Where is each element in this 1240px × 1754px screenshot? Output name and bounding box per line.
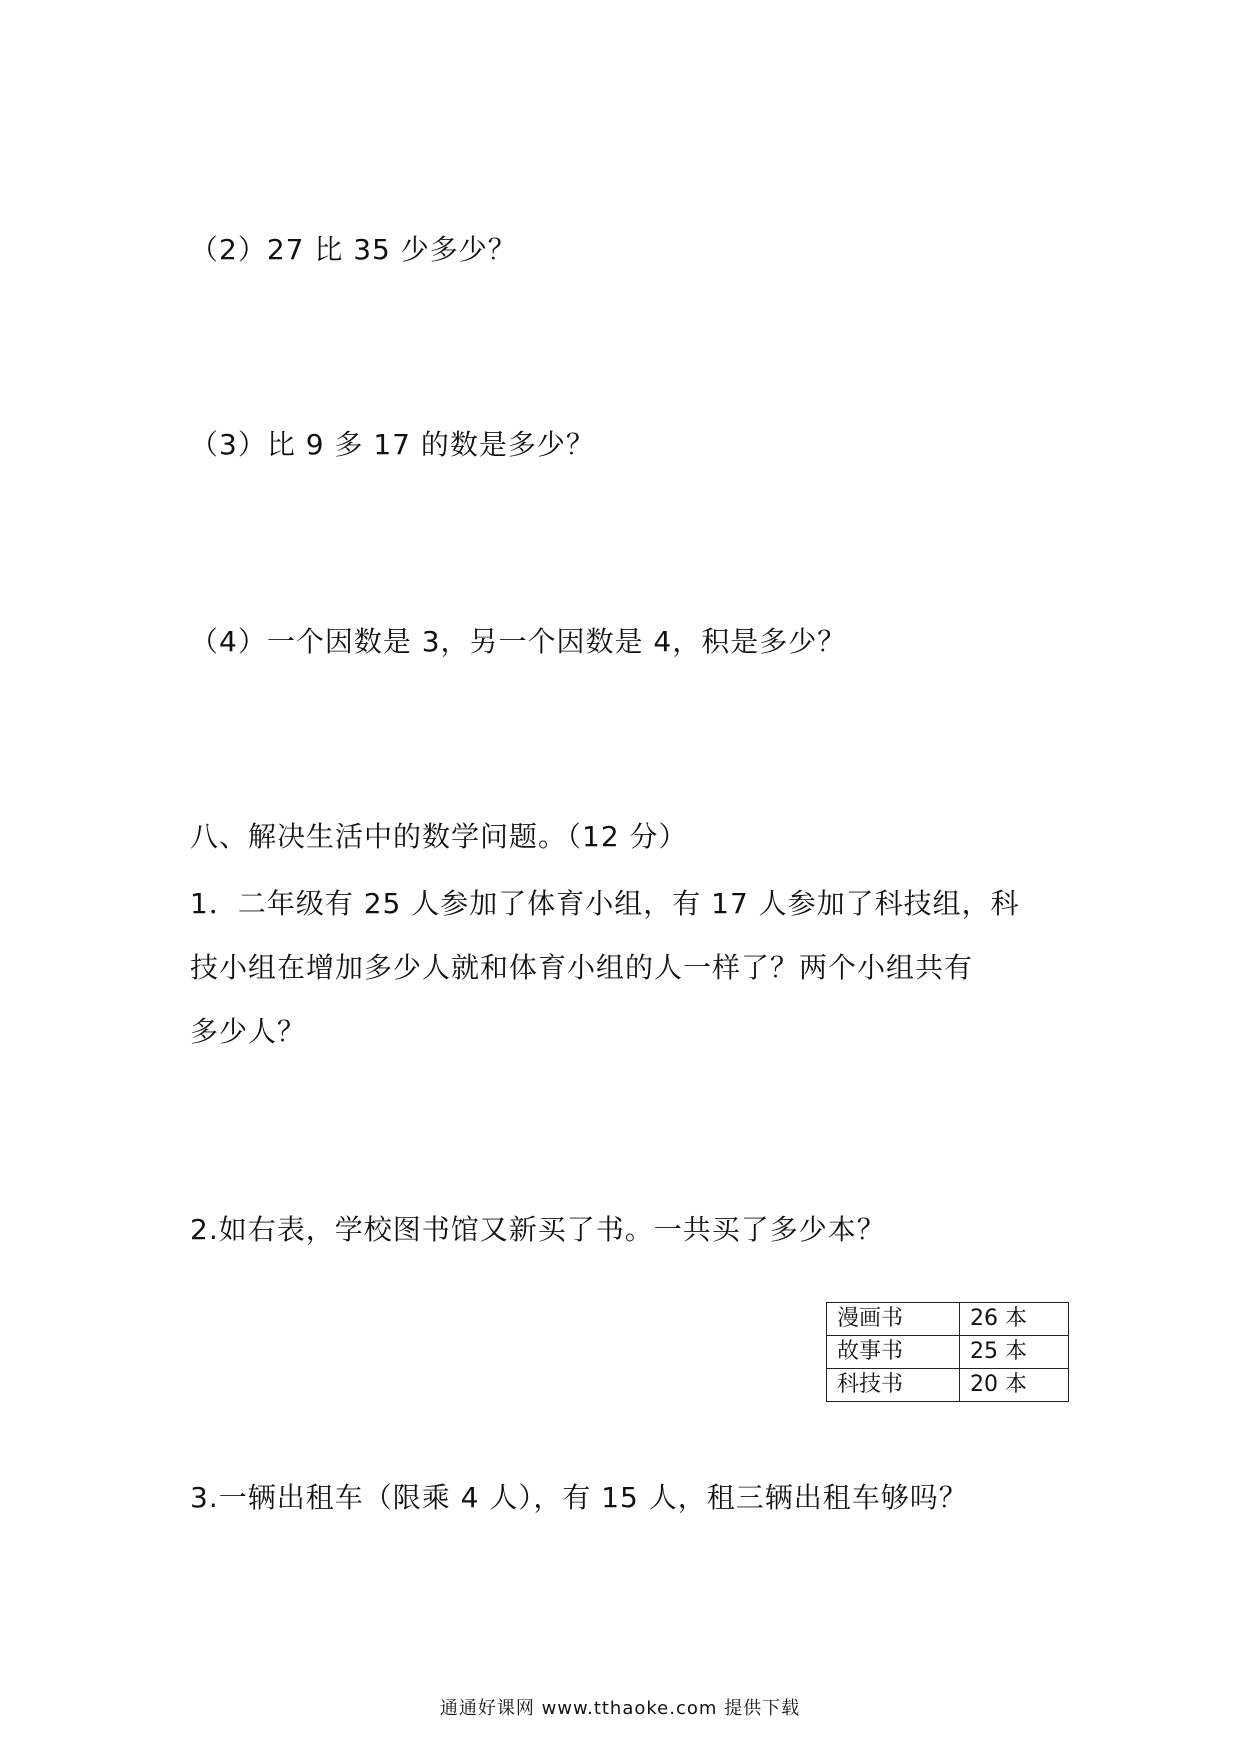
- section-8-heading: 八、解决生活中的数学问题。（12 分）: [190, 820, 688, 853]
- problem-1-line-1: 1．二年级有 25 人参加了体育小组，有 17 人参加了科技组，科: [190, 887, 1020, 920]
- book-type-cell: 科技书: [827, 1369, 960, 1402]
- table-row: [827, 1369, 1069, 1402]
- book-type-cell: 漫画书: [827, 1303, 960, 1336]
- problem-1-line-2: 技小组在增加多少人就和体育小组的人一样了？两个小组共有: [190, 951, 974, 984]
- book-count-cell: 26 本: [960, 1303, 1069, 1336]
- question-3: （3）比 9 多 17 的数是多少？: [190, 428, 595, 461]
- page-footer: 通通好课网 www.tthaoke.com 提供下载: [439, 1698, 801, 1719]
- problem-3: 3.一辆出租车（限乘 4 人），有 15 人，租三辆出租车够吗？: [190, 1481, 968, 1514]
- book-count-cell: 25 本: [960, 1336, 1069, 1369]
- table-row: [827, 1303, 1069, 1336]
- question-4: （4）一个因数是 3，另一个因数是 4，积是多少？: [190, 625, 847, 658]
- problem-1-line-3: 多少人？: [190, 1015, 307, 1048]
- book-count-cell: 20 本: [960, 1369, 1069, 1402]
- table-row: [827, 1336, 1069, 1369]
- question-2: （2）27 比 35 少多少？: [190, 233, 517, 266]
- book-table: [826, 1302, 1069, 1402]
- problem-2: 2.如右表，学校图书馆又新买了书。一共买了多少本？: [190, 1213, 886, 1246]
- book-type-cell: 故事书: [827, 1336, 960, 1369]
